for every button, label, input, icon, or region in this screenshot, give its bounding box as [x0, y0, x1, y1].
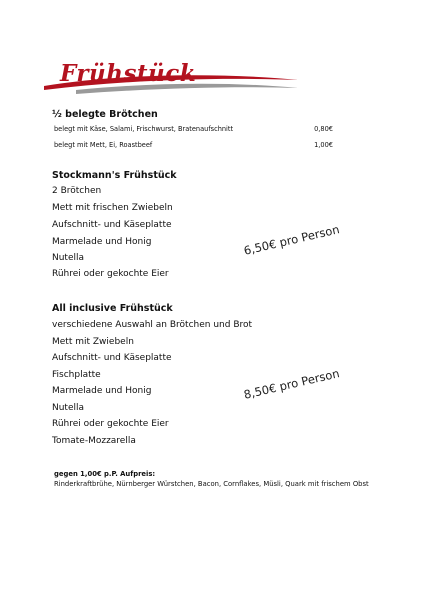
extras-heading: gegen 1,00€ p.P. Aufpreis: [54, 470, 156, 478]
allinclusive-item: Nutella [52, 403, 85, 413]
allinclusive-item: Fischplatte [52, 370, 101, 380]
stockmann-price: 6,50€ pro Person [242, 222, 341, 258]
rolls-item-1-price: 0,80€ [314, 125, 333, 133]
stockmann-item: Mett mit frischen Zwiebeln [52, 203, 173, 213]
allinclusive-item: Marmelade und Honig [52, 386, 152, 396]
allinclusive-item: Tomate-Mozzarella [52, 436, 136, 446]
rolls-item-1-label: belegt mit Käse, Salami, Frischwurst, Bratenaufschnitt [54, 125, 234, 133]
stockmann-item: Nutella [52, 253, 85, 263]
stockmann-item: Aufschnitt- und Käseplatte [52, 220, 172, 230]
allinclusive-item: Aufschnitt- und Käseplatte [52, 353, 172, 363]
allinclusive-item: verschiedene Auswahl an Brötchen und Brot [52, 320, 253, 330]
allinclusive-heading: All inclusive Frühstück [52, 303, 173, 314]
rolls-item-2-label: belegt mit Mett, Ei, Roastbeef [54, 141, 153, 149]
page-title: Frühstück [60, 60, 197, 87]
allinclusive-item: Mett mit Zwiebeln [52, 337, 134, 347]
stockmann-item: Marmelade und Honig [52, 237, 152, 247]
allinclusive-price: 8,50€ pro Person [242, 366, 341, 402]
extras-text: Rinderkraftbrühe, Nürnberger Würstchen, Bacon, Cornflakes, Müsli, Quark mit frischem Obst [54, 480, 369, 488]
rolls-heading: ½ belegte Brötchen [52, 109, 158, 120]
allinclusive-item: Rührei oder gekochte Eier [52, 419, 169, 429]
stockmann-item: 2 Brötchen [52, 186, 102, 196]
stockmann-heading: Stockmann's Frühstück [52, 170, 177, 181]
rolls-item-2-price: 1,00€ [314, 141, 333, 149]
stockmann-item: Rührei oder gekochte Eier [52, 269, 169, 279]
